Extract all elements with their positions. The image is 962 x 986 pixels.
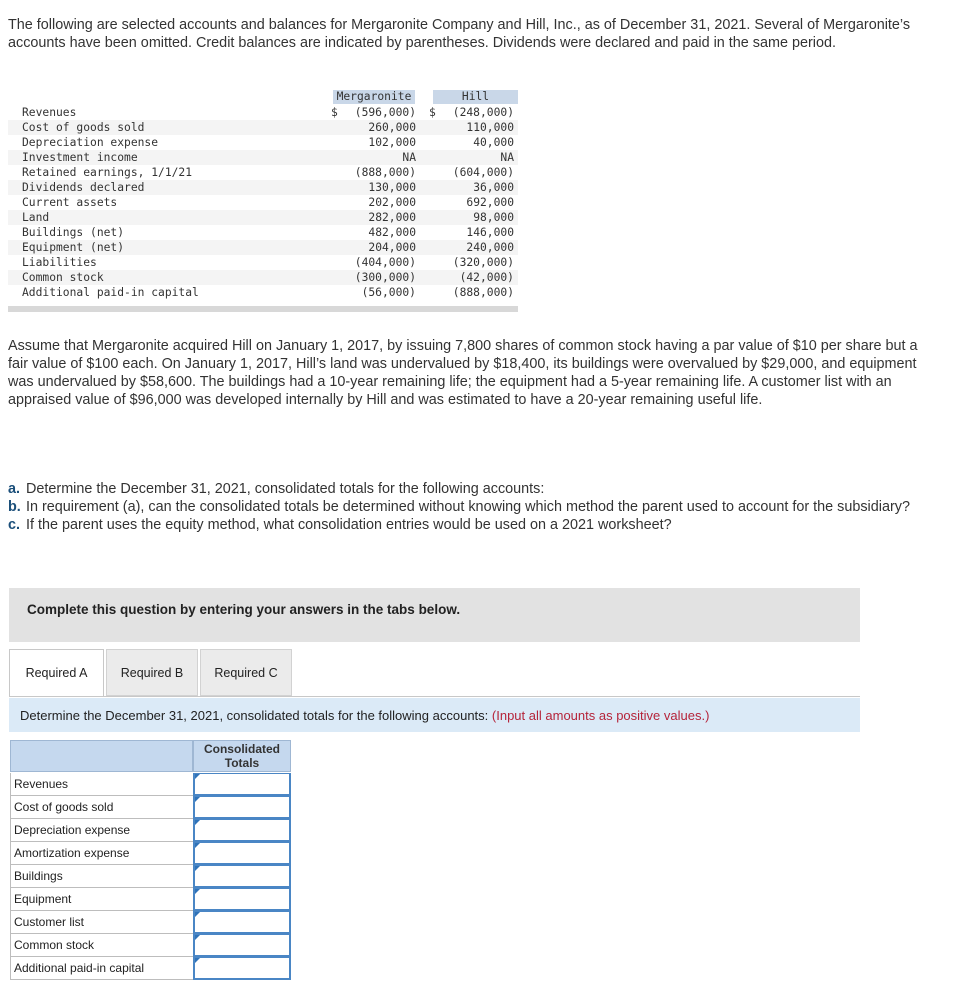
account-row bbox=[8, 270, 518, 285]
instruction-text: Determine the December 31, 2021, consolidated totals for the following accounts: bbox=[20, 708, 489, 723]
hill-value: 40,000 bbox=[473, 136, 514, 149]
account-name: Equipment (net) bbox=[22, 241, 125, 254]
input-marker-icon bbox=[195, 866, 200, 871]
answer-label: Buildings bbox=[10, 865, 193, 888]
hill-value: 240,000 bbox=[466, 241, 514, 254]
account-row bbox=[8, 210, 518, 225]
mergaronite-value: (596,000) bbox=[354, 106, 416, 119]
input-marker-icon bbox=[195, 958, 200, 963]
table-bottom-bar bbox=[8, 306, 518, 312]
requirement-a: a. Determine the December 31, 2021, consolidated totals for the following accounts: bbox=[8, 481, 545, 497]
answer-row bbox=[10, 796, 291, 819]
requirement-b: b. In requirement (a), can the consolidated totals be determined without knowing which method the parent used to account for the subsidiary? bbox=[8, 499, 910, 515]
mergaronite-value: (404,000) bbox=[354, 256, 416, 269]
consolidated-total-input[interactable] bbox=[193, 934, 291, 957]
account-name: Additional paid-in capital bbox=[22, 286, 199, 299]
hill-value: 146,000 bbox=[466, 226, 514, 239]
tab-required-b[interactable]: Required B bbox=[106, 649, 198, 696]
hill-value: NA bbox=[500, 151, 514, 164]
account-row bbox=[8, 285, 518, 300]
account-name: Dividends declared bbox=[22, 181, 145, 194]
answer-header-blank bbox=[10, 740, 193, 772]
answer-label: Revenues bbox=[10, 773, 193, 796]
account-name: Depreciation expense bbox=[22, 136, 159, 149]
hill-value: (248,000) bbox=[452, 106, 514, 119]
account-row bbox=[8, 225, 518, 240]
consolidated-total-input[interactable] bbox=[193, 911, 291, 934]
mergaronite-value: (56,000) bbox=[361, 286, 416, 299]
account-name: Current assets bbox=[22, 196, 118, 209]
mergaronite-value: (300,000) bbox=[354, 271, 416, 284]
consolidated-total-input[interactable] bbox=[193, 773, 291, 796]
hill-value: (320,000) bbox=[452, 256, 514, 269]
account-name: Retained earnings, 1/1/21 bbox=[22, 166, 193, 179]
consolidated-total-input[interactable] bbox=[193, 865, 291, 888]
currency-symbol: $ bbox=[331, 106, 338, 119]
requirement-c: c. If the parent uses the equity method, what consolidation entries would be used on a 2021 worksheet? bbox=[8, 517, 672, 533]
account-name: Buildings (net) bbox=[22, 226, 125, 239]
consolidated-total-input[interactable] bbox=[193, 957, 291, 980]
answer-row bbox=[10, 819, 291, 842]
mergaronite-value: (888,000) bbox=[354, 166, 416, 179]
mergaronite-value: 482,000 bbox=[368, 226, 416, 239]
tab-divider bbox=[9, 696, 860, 697]
answer-row bbox=[10, 773, 291, 796]
input-marker-icon bbox=[195, 935, 200, 940]
consolidated-total-input[interactable] bbox=[193, 888, 291, 911]
account-row bbox=[8, 165, 518, 180]
requirements-list bbox=[8, 480, 938, 534]
account-row bbox=[8, 150, 518, 165]
hill-value: 36,000 bbox=[473, 181, 514, 194]
instruction-bar bbox=[9, 698, 860, 732]
account-row bbox=[8, 180, 518, 195]
account-name: Liabilities bbox=[22, 256, 97, 269]
accounts-table bbox=[8, 90, 518, 312]
input-marker-icon bbox=[195, 797, 200, 802]
answer-label: Depreciation expense bbox=[10, 819, 193, 842]
mergaronite-value: 102,000 bbox=[368, 136, 416, 149]
answer-row bbox=[10, 911, 291, 934]
answer-row bbox=[10, 957, 291, 980]
answer-label: Amortization expense bbox=[10, 842, 193, 865]
account-name: Common stock bbox=[22, 271, 104, 284]
answer-row bbox=[10, 934, 291, 957]
assumption-paragraph: Assume that Mergaronite acquired Hill on January 1, 2017, by issuing 7,800 shares of common stock having a par value of $10 per share but a fair value of $100 each. On January 1, 2017, Hill’s land was undervalued by $18,400, its buildings were overvalued by $29,000, and equipment was undervalued by $58,600. The buildings had a 10-year remaining life; the equipment had a 5-year remaining life. A customer list with an appraised value of $96,000 was developed internally by Hill and was estimated to have a 20-year remaining useful life. bbox=[8, 338, 918, 408]
account-name: Investment income bbox=[22, 151, 138, 164]
mergaronite-value: 282,000 bbox=[368, 211, 416, 224]
answer-row bbox=[10, 888, 291, 911]
consolidated-total-input[interactable] bbox=[193, 819, 291, 842]
answer-label: Common stock bbox=[10, 934, 193, 957]
hill-value: 110,000 bbox=[466, 121, 514, 134]
hill-header: Hill bbox=[433, 90, 518, 104]
input-marker-icon bbox=[195, 889, 200, 894]
answer-label: Cost of goods sold bbox=[10, 796, 193, 819]
answer-label: Customer list bbox=[10, 911, 193, 934]
currency-symbol: $ bbox=[429, 106, 436, 119]
input-marker-icon bbox=[195, 774, 200, 779]
tab-required-a[interactable]: Required A bbox=[9, 649, 104, 697]
mergaronite-value: 130,000 bbox=[368, 181, 416, 194]
answer-label: Equipment bbox=[10, 888, 193, 911]
consolidated-total-input[interactable] bbox=[193, 796, 291, 819]
account-row bbox=[8, 105, 518, 120]
account-name: Revenues bbox=[22, 106, 77, 119]
mergaronite-value: 204,000 bbox=[368, 241, 416, 254]
account-row bbox=[8, 120, 518, 135]
intro-paragraph: The following are selected accounts and balances for Mergaronite Company and Hill, Inc., as of December 31, 2021. Several of Mergaronite’s accounts have been omitted. Credit balances are indicated by parentheses. Dividends were declared and paid in the same period. bbox=[8, 17, 911, 51]
answer-row bbox=[10, 842, 291, 865]
complete-question-banner bbox=[9, 588, 860, 642]
mergaronite-header: Mergaronite bbox=[333, 90, 415, 104]
hill-value: (42,000) bbox=[459, 271, 514, 284]
account-row bbox=[8, 195, 518, 210]
account-row bbox=[8, 135, 518, 150]
tab-required-c[interactable]: Required C bbox=[200, 649, 292, 696]
hill-value: 692,000 bbox=[466, 196, 514, 209]
hill-value: 98,000 bbox=[473, 211, 514, 224]
account-row bbox=[8, 240, 518, 255]
answer-label: Additional paid-in capital bbox=[10, 957, 193, 980]
account-row bbox=[8, 255, 518, 270]
consolidated-total-input[interactable] bbox=[193, 842, 291, 865]
mergaronite-value: 202,000 bbox=[368, 196, 416, 209]
input-marker-icon bbox=[195, 912, 200, 917]
hill-value: (604,000) bbox=[452, 166, 514, 179]
mergaronite-value: NA bbox=[402, 151, 416, 164]
hill-value: (888,000) bbox=[452, 286, 514, 299]
instruction-note: (Input all amounts as positive values.) bbox=[491, 708, 710, 723]
mergaronite-value: 260,000 bbox=[368, 121, 416, 134]
account-name: Land bbox=[22, 211, 50, 224]
answer-row bbox=[10, 865, 291, 888]
complete-prompt: Complete this question by entering your answers in the tabs below. bbox=[27, 602, 461, 617]
input-marker-icon bbox=[195, 843, 200, 848]
input-marker-icon bbox=[195, 820, 200, 825]
account-name: Cost of goods sold bbox=[22, 121, 145, 134]
consolidated-totals-header: Consolidated Totals bbox=[193, 740, 291, 772]
